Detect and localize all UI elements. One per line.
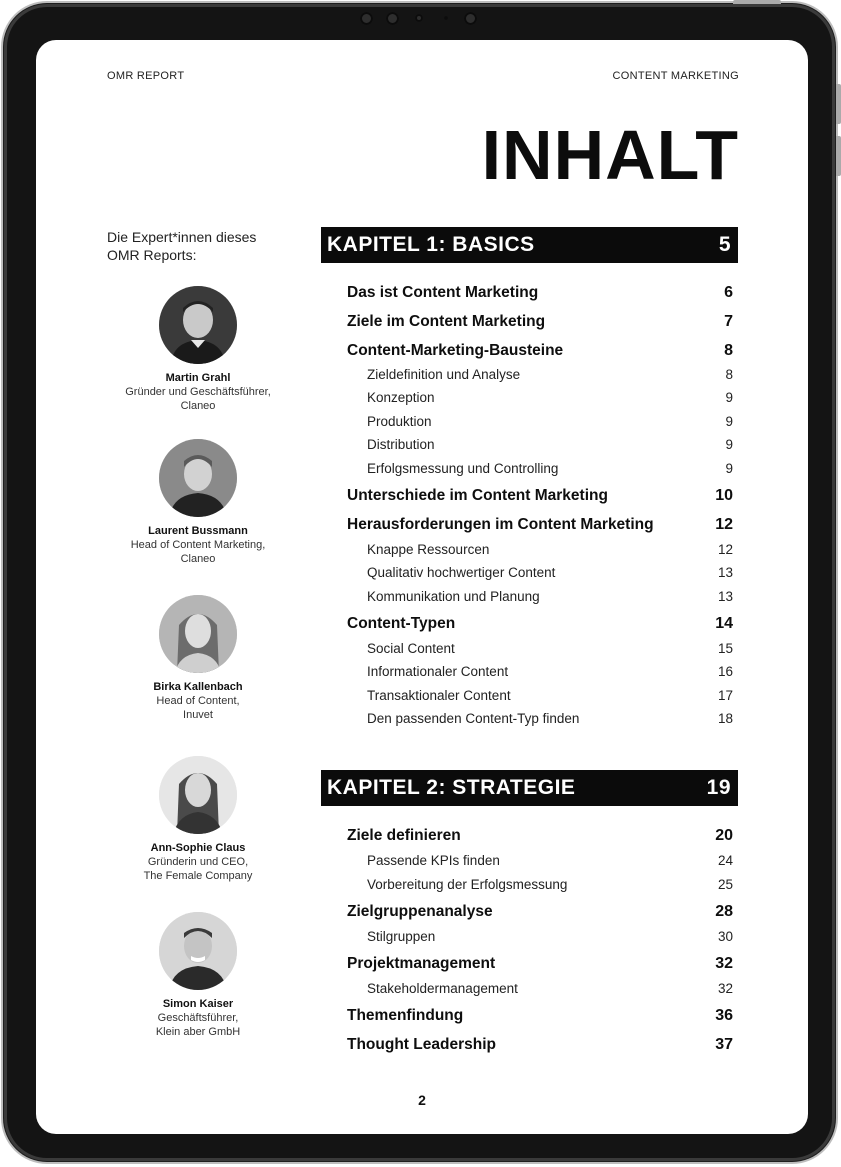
avatar xyxy=(159,286,237,364)
toc-page: 9 xyxy=(725,390,733,405)
volume-up-button[interactable] xyxy=(836,84,841,124)
toc-page: 20 xyxy=(715,827,733,844)
expert-role: Geschäftsführer, xyxy=(157,1012,239,1024)
chapter-page: 19 xyxy=(706,776,731,799)
toc-label: Konzeption xyxy=(367,390,435,405)
toc-label: Erfolgsmessung und Controlling xyxy=(367,461,559,476)
expert-card xyxy=(97,286,299,413)
toc-label: Passende KPIs finden xyxy=(367,853,500,868)
toc-entry[interactable] xyxy=(321,955,738,973)
toc-page: 13 xyxy=(717,565,733,580)
toc-entry[interactable] xyxy=(321,516,738,534)
toc-page: 25 xyxy=(717,877,733,892)
expert-role: Gründer und Geschäftsführer, xyxy=(125,386,271,398)
portrait-icon xyxy=(159,439,237,517)
experts-intro: Die Expert*innen dieses OMR Reports: xyxy=(107,229,257,263)
expert-company: The Female Company xyxy=(143,870,253,882)
toc-page: 17 xyxy=(717,688,733,703)
portrait-icon xyxy=(159,756,237,834)
toc-subentry[interactable] xyxy=(321,853,738,868)
toc-label: Knappe Ressourcen xyxy=(367,542,490,557)
toc-entry[interactable] xyxy=(321,827,738,845)
chapter-title: KAPITEL 2: STRATEGIE xyxy=(327,776,576,799)
toc-label: Themenfindung xyxy=(347,1007,464,1024)
tablet-frame xyxy=(3,3,836,1162)
toc-page: 18 xyxy=(717,711,733,726)
expert-card xyxy=(97,595,299,722)
toc-page: 7 xyxy=(724,313,733,330)
toc-subentry[interactable] xyxy=(321,461,738,476)
expert-card xyxy=(97,756,299,883)
expert-company: Inuvet xyxy=(183,709,213,721)
toc-page: 30 xyxy=(717,929,733,944)
expert-name: Martin Grahl xyxy=(165,372,231,384)
toc-subentry[interactable] xyxy=(321,437,738,452)
page-title: INHALT xyxy=(481,116,739,194)
toc-label: Distribution xyxy=(367,437,435,452)
toc-page: 9 xyxy=(725,461,733,476)
front-camera-icon xyxy=(464,12,477,25)
toc-label: Informationaler Content xyxy=(367,664,509,679)
chapter-title: KAPITEL 1: BASICS xyxy=(327,233,535,256)
toc-page: 15 xyxy=(717,641,733,656)
expert-role: Head of Content Marketing, xyxy=(130,539,266,551)
avatar xyxy=(159,595,237,673)
toc-page: 16 xyxy=(717,664,733,679)
toc-page: 8 xyxy=(724,342,733,359)
toc-subentry[interactable] xyxy=(321,565,738,580)
toc-entry[interactable] xyxy=(321,1007,738,1025)
toc-subentry[interactable] xyxy=(321,367,738,382)
expert-company: Klein aber GmbH xyxy=(155,1026,241,1038)
toc-label: Herausforderungen im Content Marketing xyxy=(347,516,654,533)
expert-company: Claneo xyxy=(180,400,216,412)
toc-entry[interactable] xyxy=(321,903,738,921)
toc-subentry[interactable] xyxy=(321,390,738,405)
portrait-icon xyxy=(159,912,237,990)
expert-name: Birka Kallenbach xyxy=(153,681,243,693)
toc-page: 12 xyxy=(717,542,733,557)
toc-page: 10 xyxy=(715,487,733,504)
toc-entry[interactable] xyxy=(321,487,738,505)
toc-page: 12 xyxy=(715,516,733,533)
toc-page: 14 xyxy=(715,615,733,632)
expert-name: Laurent Bussmann xyxy=(148,525,248,537)
toc-page: 9 xyxy=(725,414,733,429)
toc-subentry[interactable] xyxy=(321,414,738,429)
toc-label: Social Content xyxy=(367,641,455,656)
toc-label: Vorbereitung der Erfolgsmessung xyxy=(367,877,568,892)
toc-label: Den passenden Content-Typ finden xyxy=(367,711,580,726)
toc-label: Content-Marketing-Bausteine xyxy=(347,342,564,359)
avatar xyxy=(159,756,237,834)
toc-page: 13 xyxy=(717,589,733,604)
chapter-heading[interactable] xyxy=(321,227,738,263)
toc-subentry[interactable] xyxy=(321,688,738,703)
power-button[interactable] xyxy=(733,0,781,4)
lens-icon xyxy=(415,14,423,22)
portrait-icon xyxy=(159,595,237,673)
toc-subentry[interactable] xyxy=(321,664,738,679)
portrait-icon xyxy=(159,286,237,364)
toc-label: Zieldefinition und Analyse xyxy=(367,367,521,382)
light-sensor-icon xyxy=(444,16,448,20)
toc-entry[interactable] xyxy=(321,342,738,360)
page-number: 2 xyxy=(418,1092,426,1108)
toc-label: Produktion xyxy=(367,414,432,429)
expert-name: Ann-Sophie Claus xyxy=(150,842,246,854)
sensor-icon xyxy=(386,12,399,25)
expert-card xyxy=(97,439,299,566)
chapter-2 xyxy=(321,770,738,1053)
expert-name: Simon Kaiser xyxy=(162,998,234,1010)
toc-page: 32 xyxy=(717,981,733,996)
toc-label: Stilgruppen xyxy=(367,929,436,944)
toc-subentry[interactable] xyxy=(321,711,738,726)
toc-entry[interactable] xyxy=(321,284,738,302)
toc-subentry[interactable] xyxy=(321,929,738,944)
toc-label: Qualitativ hochwertiger Content xyxy=(367,565,556,580)
toc-label: Projektmanagement xyxy=(347,955,496,972)
avatar xyxy=(159,439,237,517)
running-header-left: OMR REPORT xyxy=(107,70,185,82)
toc-page: 24 xyxy=(717,853,733,868)
toc-page: 6 xyxy=(724,284,733,301)
toc-subentry[interactable] xyxy=(321,542,738,557)
toc-page: 9 xyxy=(725,437,733,452)
toc-label: Thought Leadership xyxy=(347,1036,496,1053)
toc-label: Ziele im Content Marketing xyxy=(347,313,546,330)
expert-company: Claneo xyxy=(180,553,216,565)
volume-down-button[interactable] xyxy=(836,136,841,176)
document-page xyxy=(36,40,808,1134)
toc-subentry[interactable] xyxy=(321,981,738,996)
camera-icon xyxy=(360,12,373,25)
toc-label: Unterschiede im Content Marketing xyxy=(347,487,608,504)
toc-label: Stakeholdermanagement xyxy=(367,981,518,996)
toc-label: Das ist Content Marketing xyxy=(347,284,539,301)
toc-page: 28 xyxy=(715,903,733,920)
chapter-page: 5 xyxy=(718,233,731,256)
toc-page: 8 xyxy=(725,367,733,382)
toc-label: Ziele definieren xyxy=(347,827,461,844)
chapter-heading[interactable] xyxy=(321,770,738,806)
toc-label: Content-Typen xyxy=(347,615,456,632)
expert-role: Gründerin und CEO, xyxy=(147,856,249,868)
chapter-1 xyxy=(321,227,738,726)
toc-page: 32 xyxy=(715,955,733,972)
toc-subentry[interactable] xyxy=(321,877,738,892)
toc-label: Zielgruppenanalyse xyxy=(347,903,493,920)
toc-page: 36 xyxy=(715,1007,733,1024)
toc-subentry[interactable] xyxy=(321,641,738,656)
toc-subentry[interactable] xyxy=(321,589,738,604)
running-header-right: CONTENT MARKETING xyxy=(612,70,739,82)
toc-entry[interactable] xyxy=(321,313,738,331)
toc-label: Transaktionaler Content xyxy=(367,688,511,703)
avatar xyxy=(159,912,237,990)
expert-role: Head of Content, xyxy=(156,695,240,707)
toc-entry[interactable] xyxy=(321,1036,738,1054)
expert-card xyxy=(97,912,299,1039)
toc-entry[interactable] xyxy=(321,615,738,633)
toc-label: Kommunikation und Planung xyxy=(367,589,540,604)
toc-page: 37 xyxy=(715,1036,733,1053)
